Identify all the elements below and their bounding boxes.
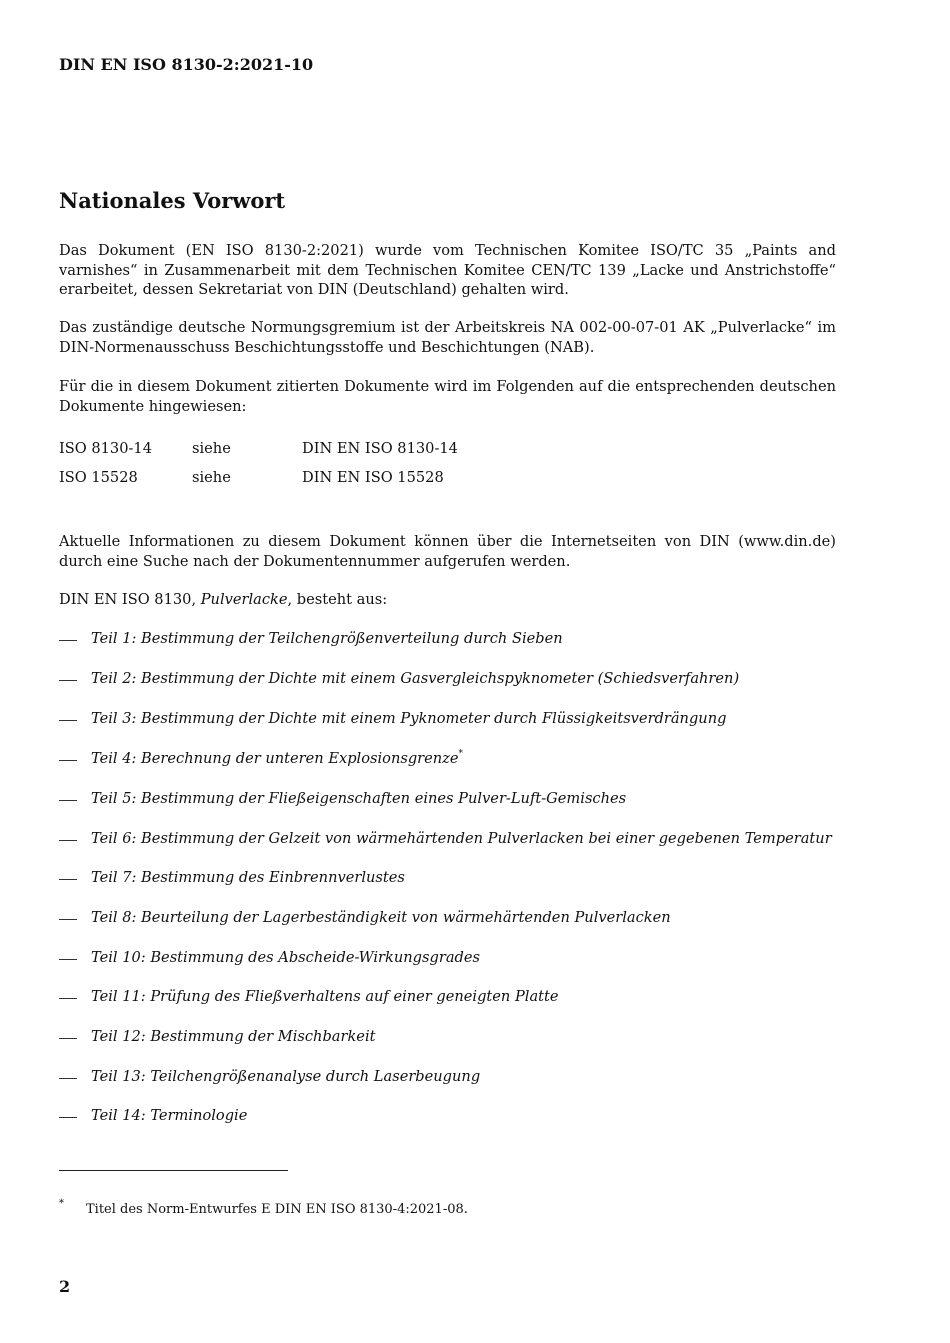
footnote-divider: [59, 1170, 288, 1171]
part-title: Teil 1: Bestimmung der Teilchengrößenverteilung durch Sieben: [91, 630, 563, 647]
footnote-mark: *: [59, 1198, 64, 1209]
series-intro: [59, 591, 387, 608]
dash-bullet: [59, 1038, 77, 1039]
dash-bullet: [59, 840, 77, 841]
part-title: Teil 4: Berechnung der unteren Explosionsgrenze: [91, 750, 459, 767]
reference-iso: ISO 8130-14: [59, 440, 153, 457]
reference-iso: ISO 15528: [59, 469, 138, 486]
paragraph-online-info: Aktuelle Informationen zu diesem Dokument können über die Internetseiten von DIN (www.din.de) durch eine Suche nach der Dokumentennummer aufgerufen werden.: [59, 533, 836, 570]
footnote-reference[interactable]: *: [458, 749, 464, 759]
part-title: Teil 8: Beurteilung der Lagerbeständigkeit von wärmehärtenden Pulverlacken: [91, 909, 671, 926]
page-number: 2: [59, 1277, 71, 1296]
paragraph-references-intro: Für die in diesem Dokument zitierten Dokumente wird im Folgenden auf die entsprechenden deutschen Dokumente hingewiesen:: [59, 378, 836, 415]
part-title: Teil 13: Teilchengrößenanalyse durch Laserbeugung: [91, 1068, 481, 1085]
part-title: Teil 11: Prüfung des Fließverhaltens auf einer geneigten Platte: [91, 988, 559, 1005]
dash-bullet: [59, 959, 77, 960]
dash-bullet: [59, 919, 77, 920]
dash-bullet: [59, 680, 77, 681]
part-title-with-footnote: [91, 750, 463, 767]
part-title: Teil 3: Bestimmung der Dichte mit einem Pyknometer durch Flüssigkeitsverdrängung: [91, 710, 727, 727]
part-title: Teil 5: Bestimmung der Fließeigenschaften eines Pulver-Luft-Gemisches: [91, 790, 627, 807]
paragraph-working-group: Das zuständige deutsche Normungsgremium ist der Arbeitskreis NA 002-00-07-01 AK „Pulverlacke“ im DIN-Normenausschuss Beschichtungsstoffe und Beschichtungen (NAB).: [59, 319, 836, 356]
dash-bullet: [59, 1078, 77, 1079]
dash-bullet: [59, 998, 77, 999]
document-id-header: DIN EN ISO 8130-2:2021-10: [59, 55, 314, 74]
series-intro-prefix: DIN EN ISO 8130,: [59, 591, 201, 608]
dash-bullet: [59, 879, 77, 880]
series-intro-suffix: , besteht aus:: [287, 591, 388, 608]
part-title: Teil 10: Bestimmung des Abscheide-Wirkungsgrades: [91, 949, 480, 966]
dash-bullet: [59, 760, 77, 761]
dash-bullet: [59, 800, 77, 801]
reference-see: siehe: [192, 440, 231, 457]
part-title: Teil 12: Bestimmung der Mischbarkeit: [91, 1028, 376, 1045]
footnote-text: Titel des Norm-Entwurfes E DIN EN ISO 8130-4:2021-08.: [86, 1202, 468, 1217]
paragraph-committee: Das Dokument (EN ISO 8130-2:2021) wurde vom Technischen Komitee ISO/TC 35 „Paints and varnishes“ in Zusammenarbeit mit dem Technischen Komitee CEN/TC 139 „Lacke und Anstrichstoffe“ erarbeitet, dessen Sekretariat von DIN (Deutschland) gehalten wird.: [59, 242, 836, 298]
dash-bullet: [59, 720, 77, 721]
reference-din: DIN EN ISO 15528: [302, 469, 444, 486]
series-intro-title: Pulverlacke: [200, 591, 288, 608]
dash-bullet: [59, 1117, 77, 1118]
part-title: Teil 2: Bestimmung der Dichte mit einem Gasvergleichspyknometer (Schiedsverfahren): [91, 670, 740, 687]
section-title: Nationales Vorwort: [59, 188, 286, 213]
reference-din: DIN EN ISO 8130-14: [302, 440, 458, 457]
part-title: Teil 7: Bestimmung des Einbrennverlustes: [91, 869, 405, 886]
dash-bullet: [59, 640, 77, 641]
part-title: Teil 14: Terminologie: [91, 1107, 248, 1124]
reference-see: siehe: [192, 469, 231, 486]
part-title: Teil 6: Bestimmung der Gelzeit von wärmehärtenden Pulverlacken bei einer gegebenen Temperatur: [91, 830, 832, 847]
